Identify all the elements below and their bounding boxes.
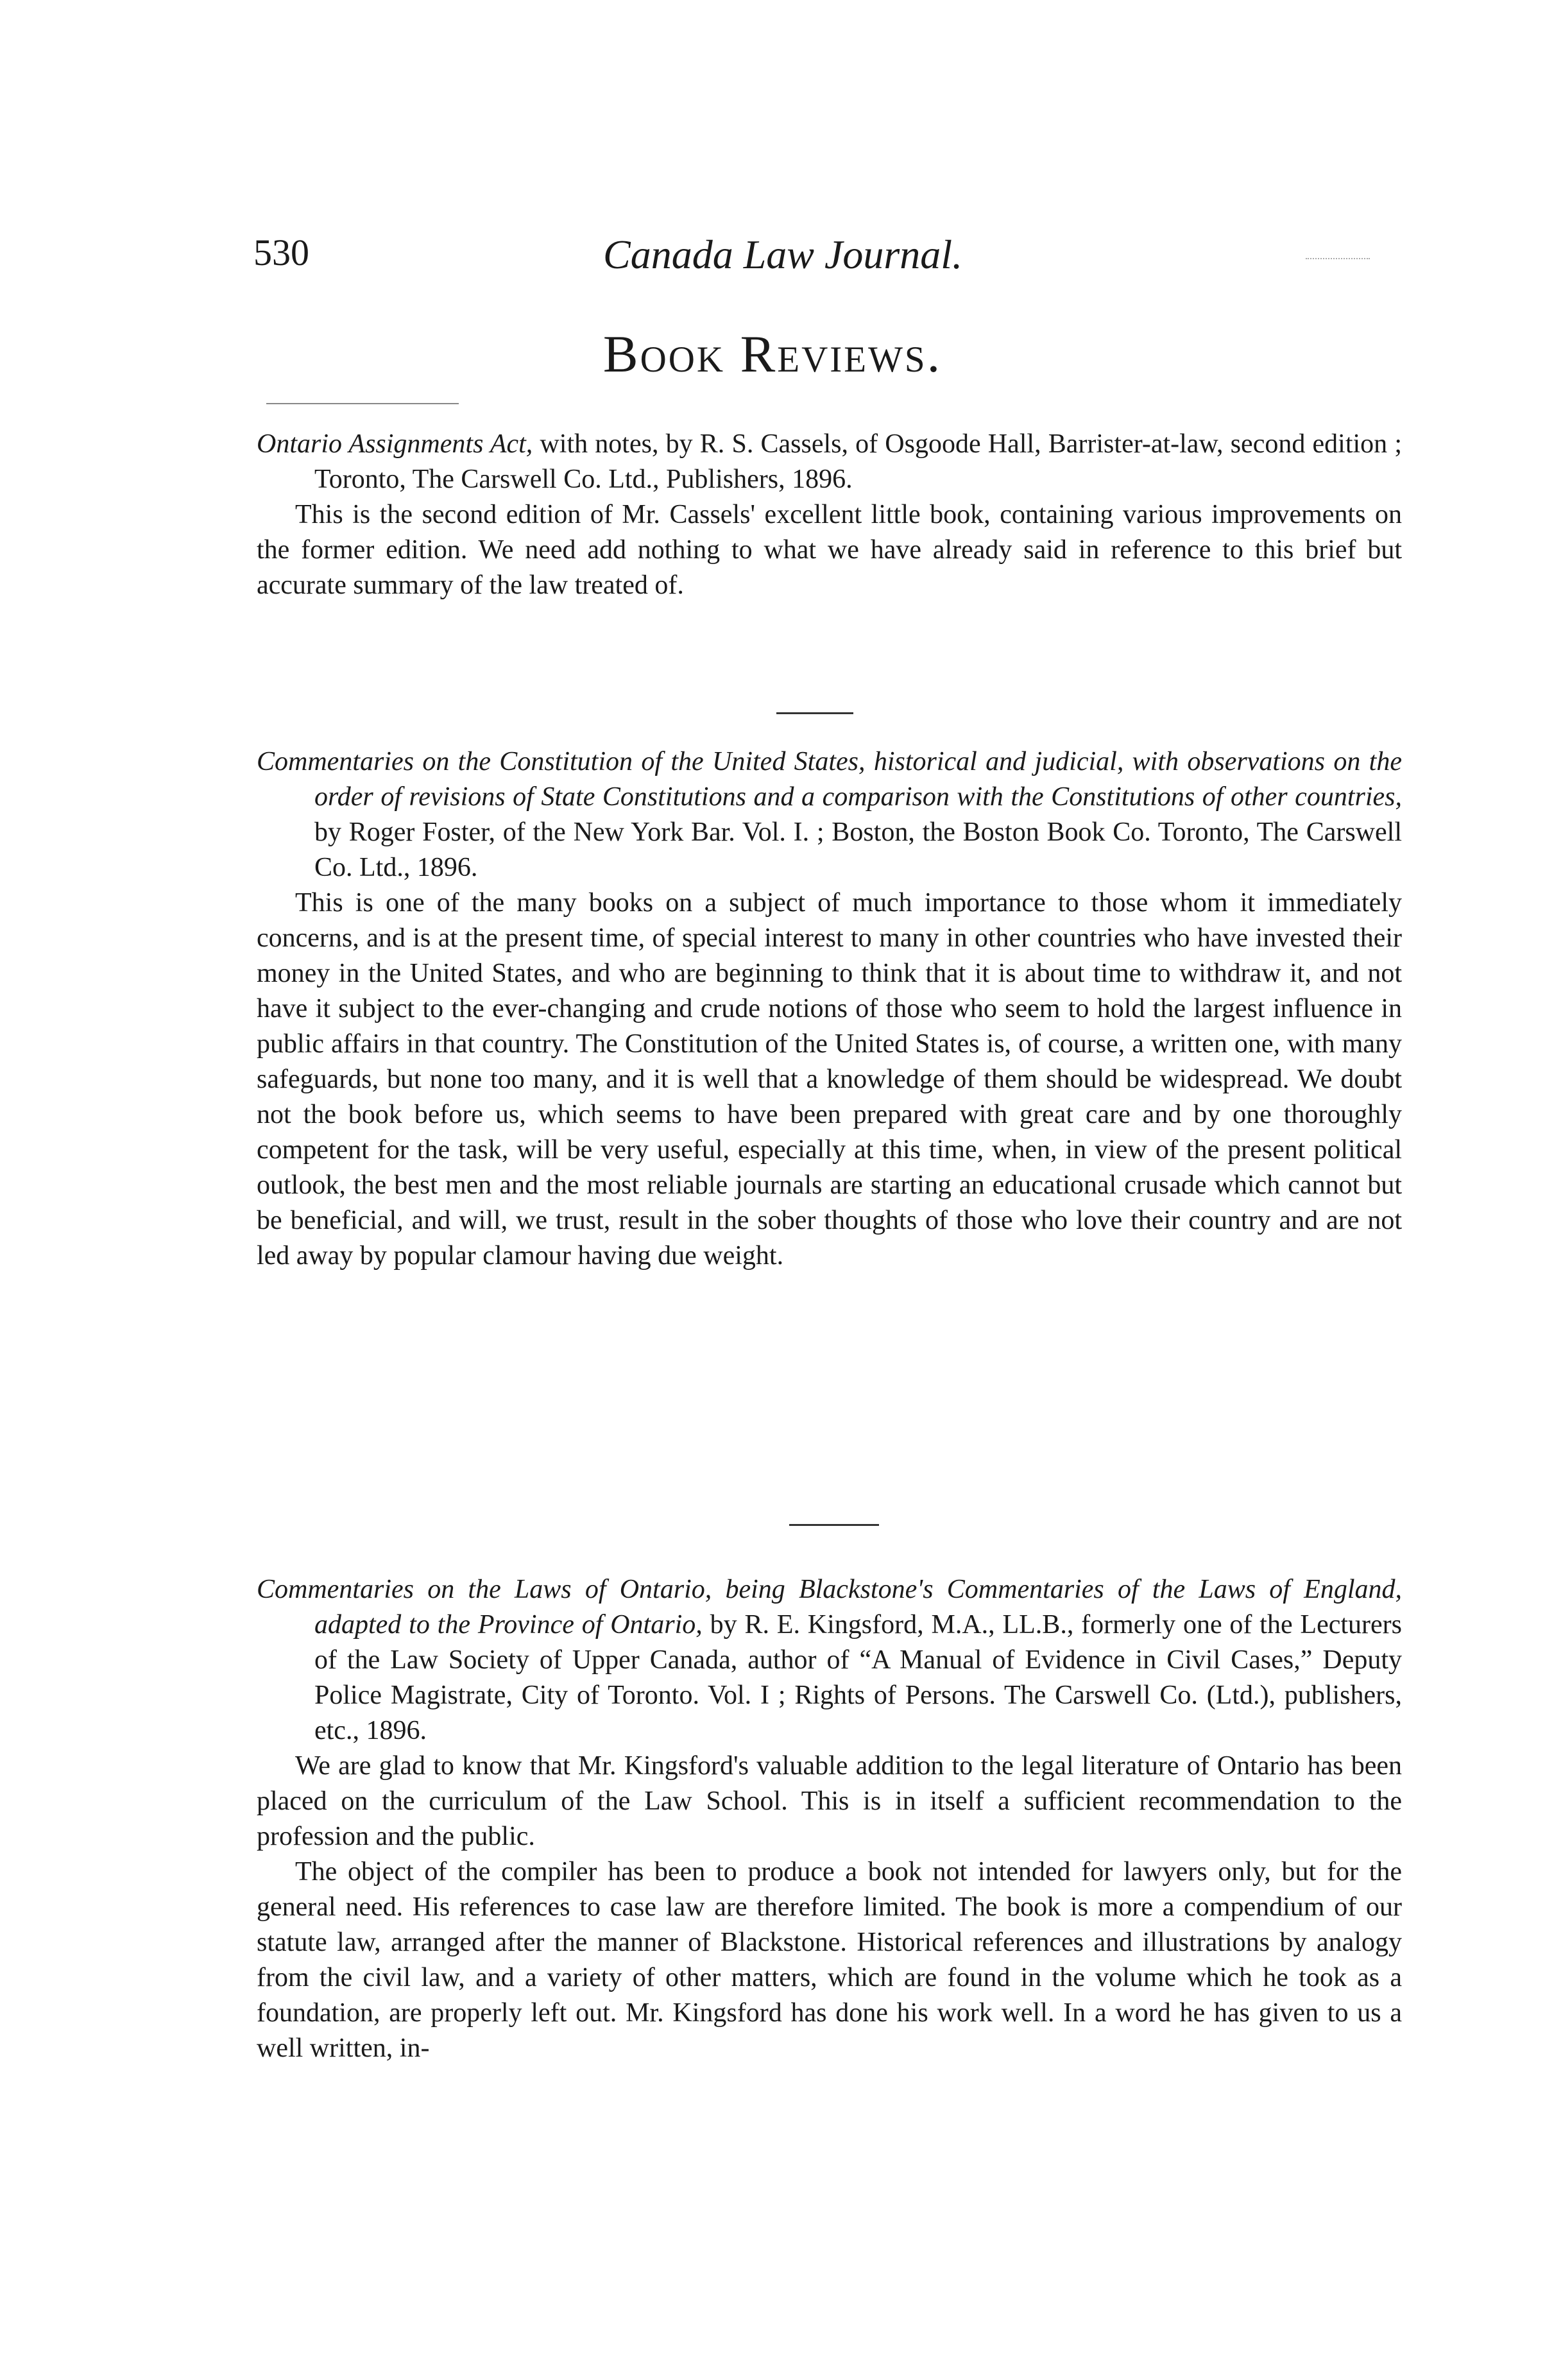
review-paragraph: This is one of the many books on a subject of much importance to those whom it immediately concerns, and is at the present time, of special interest to many in other countries who have invested their money in the United States, and who are beginning to think that it is about time to withdraw it, and not have it subject to the ever-changing and crude notions of those who seem to hold the largest influence in public affairs in that country. The Constitution of the United States is, of course, a written one, with many safeguards, but none too many, and it is well that a knowledge of them should be widespread. We doubt not the book before us, which seems to have been prepared with great care and by one thoroughly competent for the task, will be very useful, especially at this time, when, in view of the present political outlook, the best men and the most reliable journals are starting an educational crusade which cannot but be beneficial, and will, we trust, result in the sober thoughts of those who love their country and are not led away by popular clamour having due weight. — [257, 888, 1402, 1271]
review-ontario-assignments-act — [257, 427, 1402, 603]
review-laws-of-ontario — [257, 1572, 1402, 2066]
journal-title: Canada Law Journal. — [603, 232, 963, 277]
review-divider — [789, 1524, 879, 1526]
section-title: Book Reviews. — [602, 325, 943, 383]
section-rule — [266, 403, 459, 404]
review-citation — [257, 1572, 1402, 1749]
review-citation — [257, 427, 1402, 497]
running-head — [253, 231, 1383, 289]
citation-title: Ontario Assignments Act, — [257, 429, 533, 459]
page-number: 530 — [253, 232, 309, 273]
citation-details: by Roger Foster, of the New York Bar. Vol. I. ; Boston, the Boston Book Co. Toronto, The Carswell Co. Ltd., 1896. — [314, 818, 1402, 882]
citation-title: Commentaries on the Laws of Ontario, being Blackstone's Commentaries of the Laws of England, adapted to the Province of Ontario, — [257, 1575, 1402, 1639]
review-paragraph: This is the second edition of Mr. Cassels' excellent little book, containing various improvements on the former edition. We need add nothing to what we have already said in reference to this brief but accurate summary of the law treated of. — [257, 500, 1402, 600]
review-constitution-united-states — [257, 744, 1402, 1274]
review-paragraph: We are glad to know that Mr. Kingsford's valuable addition to the legal literature of Ontario has been placed on the curriculum of the Law School. This is in itself a sufficient recommendation to the profession and the public. — [257, 1751, 1402, 1851]
citation-details: by R. E. Kingsford, M.A., LL.B., formerly one of the Lecturers of the Law Society of Upper Canada, author of “A Manual of Evidence in Civil Cases,” Deputy Police Magistrate, City of Toronto. Vol. I ; Rights of Persons. The Carswell Co. (Ltd.), publishers, etc., 1896. — [314, 1610, 1402, 1745]
review-divider — [776, 712, 853, 714]
header-dotted-rule — [1306, 258, 1370, 259]
citation-details: with notes, by R. S. Cassels, of Osgoode Hall, Barrister-at-law, second edition ; Toronto, The Carswell Co. Ltd., Publishers, 1896. — [314, 429, 1402, 494]
review-citation — [257, 744, 1402, 886]
citation-title: Commentaries on the Constitution of the United States, historical and judicial, with observations on the order of revisions of State Constitutions and a comparison with the Constitutions of other countries, — [257, 747, 1402, 812]
review-paragraph: The object of the compiler has been to produce a book not intended for lawyers only, but for the general need. His references to case law are therefore limited. The book is more a compendium of our statute law, arranged after the manner of Blackstone. Historical references and illustrations by analogy from the civil law, and a variety of other matters, which are found in the volume which he took as a foundation, are properly left out. Mr. Kingsford has done his work well. In a word he has given to us a well written, in- — [257, 1857, 1402, 2063]
